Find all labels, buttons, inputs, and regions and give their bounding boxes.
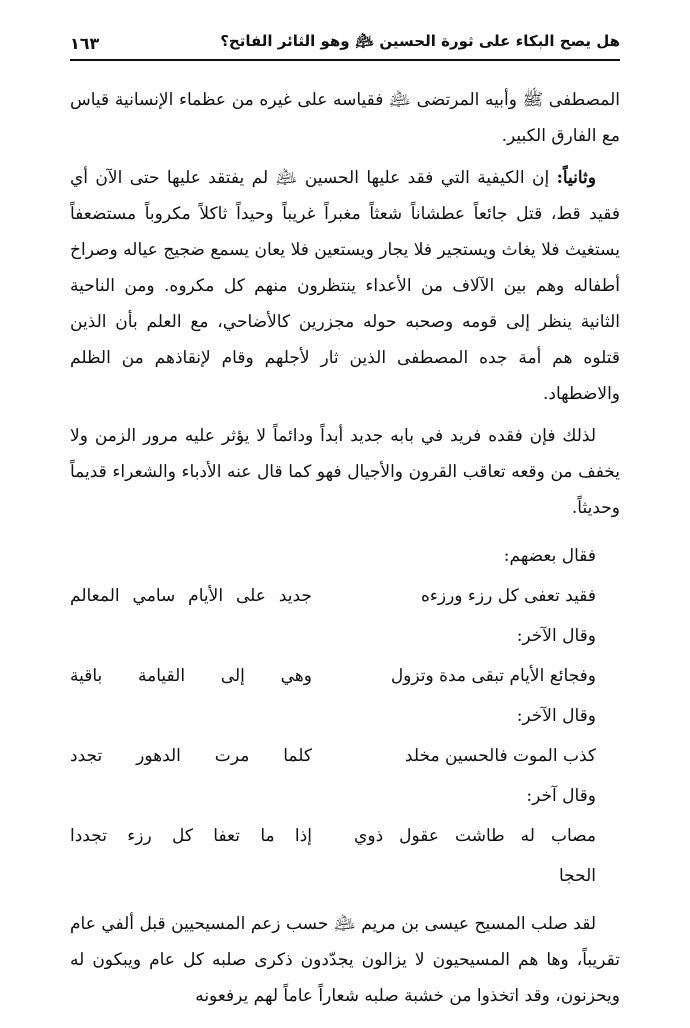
paragraph-3: لذلك فإن فقده فريد في بابه جديد أبداً ودائماً لا يؤثر عليه مرور الزمن ولا يخفف من وقعه تعاقب القرون والأجيال فهو كما قال عنه الأدباء والشعراء قديماً وحديثاً. [70,426,620,518]
closing-paragraph: لقد صلب المسيح عيسى بن مريم ﵇ حسب زعم المسيحيين قبل ألفي عام تقريباً، وها هم المسيحيون لا يزالون يجدّدون ذكرى صلبه كل عام ويبكون له ويحزنون، وقد اتخذوا من خشبة صلبه شعاراً عاماً لهم يرفعونه [70,914,620,1006]
paragraph-2 [70,160,620,412]
poem-intro-3: وقال الآخر: [516,706,596,726]
poem-intro-1: فقال بعضهم: [503,546,596,566]
verse-3 [70,736,620,776]
verse-3-second-hemistich: كلما مرت الدهور تجدد [70,746,312,766]
header-rule [70,59,620,61]
verse-2-second-hemistich: وهي إلى القيامة باقية [70,666,312,686]
verse-1 [70,576,620,616]
paragraph-2-text: إن الكيفية التي فقد عليها الحسين ﵇ لم يفتقد عليها حتى الآن أي فقيد قط، قتل جائعاً عطشاناً شعثاً مغبراً غريباً وحيداً ثاكلاً مكروباً مستضعفاً يستغيث فلا يغاث ويستجير فلا يجار ويستعين فلا يعان يسمع ضجيج عياله وصراخ أطفاله وهم بين الآلاف من الأعداء ينتظرون منهم كل مكروه. ومن الناحية الثانية ينظر إلى قومه وصحبه حوله مجزرين كالأضاحي، مع العلم بأن الذين قتلوه هم أمة جده المصطفى الذين ثار لأجلهم وقام لإنقاذهم من الظلم والاضطهاد. [70,168,620,404]
header-title: هل يصح البكاء على ثورة الحسين ﵇ وهو الثائر الفاتح؟ [220,32,620,50]
verse-4-first-hemistich: مصاب له طاشت عقول ذوي الحجا [354,826,596,886]
verse-3-first-hemistich: كذب الموت فالحسين مخلد [404,746,596,766]
page-body [70,82,620,1014]
poem-intro-2: وقال الآخر: [516,626,596,646]
paragraph-2-lead: وثانياً: [556,168,596,188]
verse-2-first-hemistich: وفجائع الأيام تبقى مدة وتزول [390,666,596,686]
verse-4 [70,816,620,896]
poem-intro-4: وقال آخر: [526,786,596,806]
page-number: ١٦٣ [70,33,100,53]
paragraph-1: المصطفى ﷺ وأبيه المرتضى ﵇ فقياسه على غيره من عظماء الإنسانية قياس مع الفارق الكبير. [70,90,620,146]
verse-1-second-hemistich: جديد على الأيام سامي المعالم [70,586,312,606]
verse-1-first-hemistich: فقيد تعفى كل رزء ورزءه [420,586,596,606]
running-header [70,30,620,56]
verse-2 [70,656,620,696]
verse-4-second-hemistich: إذا ما تعفا كل رزء تجددا [70,826,312,846]
